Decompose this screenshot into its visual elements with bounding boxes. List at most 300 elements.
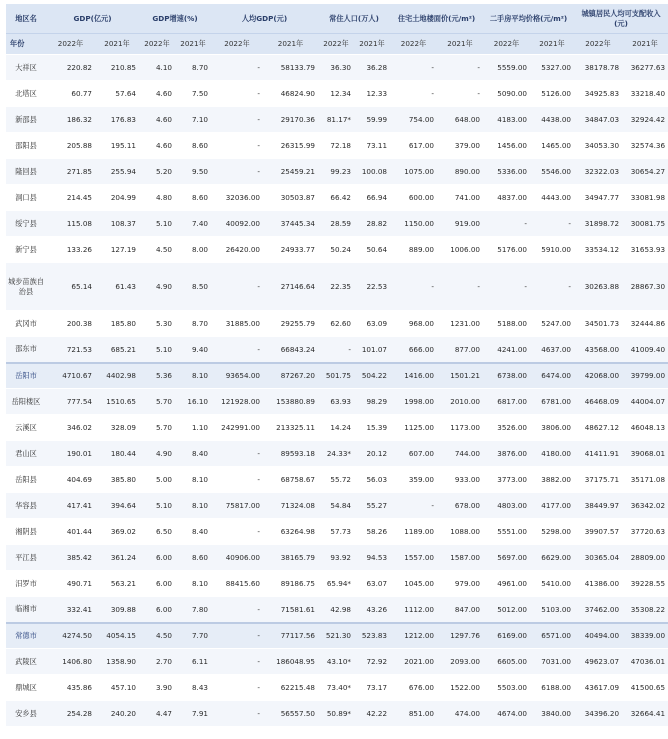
table-row	[6, 55, 668, 81]
value-cell: 3840.00	[530, 701, 574, 727]
header-year: 2021年	[175, 34, 211, 55]
value-cell: 40494.00	[574, 623, 622, 649]
value-cell: 4177.00	[530, 493, 574, 519]
value-cell: 5.70	[139, 389, 175, 415]
value-cell: 8.10	[175, 571, 211, 597]
table-row	[6, 571, 668, 597]
value-cell: 89593.18	[263, 441, 318, 467]
region-name-cell: 邵东市	[6, 337, 46, 363]
value-cell: 1173.00	[437, 415, 483, 441]
region-name-cell: 汨罗市	[6, 571, 46, 597]
value-cell: 5.30	[139, 311, 175, 337]
value-cell: 50.89*	[318, 701, 354, 727]
value-cell: 361.24	[95, 545, 139, 571]
value-cell: 1406.80	[46, 649, 95, 675]
city-summary-row	[6, 623, 668, 649]
value-cell: 1297.76	[437, 623, 483, 649]
region-name-cell: 绥宁县	[6, 211, 46, 237]
value-cell: 5.10	[139, 493, 175, 519]
value-cell: 28809.00	[622, 545, 668, 571]
value-cell: 36.30	[318, 55, 354, 81]
value-cell: 4.60	[139, 107, 175, 133]
value-cell: 979.00	[437, 571, 483, 597]
value-cell: 676.00	[390, 675, 437, 701]
value-cell: 5910.00	[530, 237, 574, 263]
header-year: 2021年	[263, 34, 318, 55]
header-year: 2022年	[211, 34, 263, 55]
value-cell: 474.00	[437, 701, 483, 727]
value-cell: 12.33	[354, 81, 390, 107]
value-cell: 1231.00	[437, 311, 483, 337]
value-cell: 36.28	[354, 55, 390, 81]
header-year-label: 年份	[6, 34, 46, 55]
value-cell: 38449.97	[574, 493, 622, 519]
value-cell: 24933.77	[263, 237, 318, 263]
value-cell: 77117.56	[263, 623, 318, 649]
header-population: 常住人口(万人)	[318, 4, 390, 34]
value-cell: 34053.30	[574, 133, 622, 159]
region-name-cell: 北塔区	[6, 81, 46, 107]
region-name-cell: 岳阳县	[6, 467, 46, 493]
value-cell: 242991.00	[211, 415, 263, 441]
value-cell: 42068.00	[574, 363, 622, 389]
value-cell: 8.40	[175, 519, 211, 545]
value-cell: 1358.90	[95, 649, 139, 675]
value-cell: 43568.00	[574, 337, 622, 363]
value-cell: 42.98	[318, 597, 354, 623]
value-cell: 28867.30	[622, 263, 668, 311]
value-cell: 220.82	[46, 55, 95, 81]
header-gdp-per-capita: 人均GDP(元)	[211, 4, 318, 34]
value-cell: 3806.00	[530, 415, 574, 441]
value-cell: 5126.00	[530, 81, 574, 107]
value-cell: 5.10	[139, 337, 175, 363]
value-cell: 4.47	[139, 701, 175, 727]
value-cell: 255.94	[95, 159, 139, 185]
value-cell: 523.83	[354, 623, 390, 649]
value-cell: 890.00	[437, 159, 483, 185]
value-cell: 8.43	[175, 675, 211, 701]
value-cell: -	[437, 55, 483, 81]
value-cell: 2093.00	[437, 649, 483, 675]
value-cell: 4402.98	[95, 363, 139, 389]
value-cell: 41386.00	[574, 571, 622, 597]
header-year: 2021年	[95, 34, 139, 55]
value-cell: 1416.00	[390, 363, 437, 389]
value-cell: 32924.42	[622, 107, 668, 133]
value-cell: 55.27	[354, 493, 390, 519]
value-cell: 93654.00	[211, 363, 263, 389]
value-cell: 12.34	[318, 81, 354, 107]
value-cell: 8.10	[175, 493, 211, 519]
value-cell: 34847.03	[574, 107, 622, 133]
header-gdp-growth: GDP增速(%)	[139, 4, 211, 34]
value-cell: 40092.00	[211, 211, 263, 237]
value-cell: 6571.00	[530, 623, 574, 649]
value-cell: 62.60	[318, 311, 354, 337]
region-name-cell: 湘阴县	[6, 519, 46, 545]
value-cell: 607.00	[390, 441, 437, 467]
header-year: 2022年	[139, 34, 175, 55]
value-cell: 43.10*	[318, 649, 354, 675]
table-row	[6, 185, 668, 211]
value-cell: 180.44	[95, 441, 139, 467]
value-cell: 5176.00	[483, 237, 530, 263]
value-cell: 4.60	[139, 81, 175, 107]
value-cell: 94.53	[354, 545, 390, 571]
value-cell: 73.11	[354, 133, 390, 159]
value-cell: 22.53	[354, 263, 390, 311]
value-cell: 271.85	[46, 159, 95, 185]
value-cell: 63.09	[354, 311, 390, 337]
value-cell: 39228.55	[622, 571, 668, 597]
value-cell: 99.23	[318, 159, 354, 185]
value-cell: 754.00	[390, 107, 437, 133]
value-cell: 379.00	[437, 133, 483, 159]
value-cell: 417.41	[46, 493, 95, 519]
value-cell: -	[390, 493, 437, 519]
header-year: 2021年	[530, 34, 574, 55]
value-cell: 1006.00	[437, 237, 483, 263]
value-cell: 39068.01	[622, 441, 668, 467]
value-cell: 741.00	[437, 185, 483, 211]
table-row	[6, 675, 668, 701]
value-cell: 26315.99	[263, 133, 318, 159]
value-cell: 35171.08	[622, 467, 668, 493]
header-land-price: 住宅土地楼面价(元/m²)	[390, 4, 483, 34]
value-cell: 4180.00	[530, 441, 574, 467]
region-name-cell: 安乡县	[6, 701, 46, 727]
value-cell: 56.03	[354, 467, 390, 493]
value-cell: 8.10	[175, 467, 211, 493]
region-name-cell: 常德市	[6, 623, 46, 649]
table-row	[6, 81, 668, 107]
value-cell: 1212.00	[390, 623, 437, 649]
value-cell: 8.60	[175, 545, 211, 571]
value-cell: 61.43	[95, 263, 139, 311]
table-row	[6, 263, 668, 311]
value-cell: 30654.27	[622, 159, 668, 185]
value-cell: 5.20	[139, 159, 175, 185]
region-name-cell: 岳阳楼区	[6, 389, 46, 415]
value-cell: 62215.48	[263, 675, 318, 701]
value-cell: 100.08	[354, 159, 390, 185]
value-cell: 22.35	[318, 263, 354, 311]
value-cell: 369.02	[95, 519, 139, 545]
value-cell: 4.10	[139, 55, 175, 81]
value-cell: 6169.00	[483, 623, 530, 649]
value-cell: 133.26	[46, 237, 95, 263]
value-cell: 56557.50	[263, 701, 318, 727]
value-cell: 66843.24	[263, 337, 318, 363]
value-cell: -	[211, 623, 263, 649]
value-cell: 176.83	[95, 107, 139, 133]
value-cell: 32444.86	[622, 311, 668, 337]
value-cell: 4837.00	[483, 185, 530, 211]
value-cell: 6738.00	[483, 363, 530, 389]
value-cell: 1465.00	[530, 133, 574, 159]
value-cell: -	[437, 263, 483, 311]
value-cell: 4.60	[139, 133, 175, 159]
value-cell: 777.54	[46, 389, 95, 415]
value-cell: 36342.02	[622, 493, 668, 519]
region-name-cell: 新宁县	[6, 237, 46, 263]
value-cell: 648.00	[437, 107, 483, 133]
value-cell: 5546.00	[530, 159, 574, 185]
value-cell: 8.70	[175, 311, 211, 337]
value-cell: 38165.79	[263, 545, 318, 571]
value-cell: 617.00	[390, 133, 437, 159]
value-cell: 7031.00	[530, 649, 574, 675]
value-cell: 328.09	[95, 415, 139, 441]
value-cell: 46824.90	[263, 81, 318, 107]
table-row	[6, 133, 668, 159]
region-name-cell: 隆回县	[6, 159, 46, 185]
value-cell: 4.50	[139, 623, 175, 649]
region-name-cell: 华容县	[6, 493, 46, 519]
value-cell: 81.17*	[318, 107, 354, 133]
region-name-cell: 君山区	[6, 441, 46, 467]
value-cell: 4803.00	[483, 493, 530, 519]
table-body	[6, 55, 668, 727]
value-cell: -	[211, 675, 263, 701]
value-cell: 877.00	[437, 337, 483, 363]
value-cell: 6.11	[175, 649, 211, 675]
value-cell: 73.40*	[318, 675, 354, 701]
value-cell: -	[211, 263, 263, 311]
value-cell: 933.00	[437, 467, 483, 493]
value-cell: 73.17	[354, 675, 390, 701]
value-cell: 254.28	[46, 701, 95, 727]
value-cell: 6605.00	[483, 649, 530, 675]
value-cell: 1587.00	[437, 545, 483, 571]
value-cell: 34925.83	[574, 81, 622, 107]
value-cell: 359.00	[390, 467, 437, 493]
value-cell: 30263.88	[574, 263, 622, 311]
value-cell: 5697.00	[483, 545, 530, 571]
value-cell: 8.00	[175, 237, 211, 263]
value-cell: 186048.95	[263, 649, 318, 675]
value-cell: 34501.73	[574, 311, 622, 337]
value-cell: 6.00	[139, 597, 175, 623]
table-row	[6, 467, 668, 493]
value-cell: 4241.00	[483, 337, 530, 363]
value-cell: 8.40	[175, 441, 211, 467]
value-cell: 153880.89	[263, 389, 318, 415]
value-cell: 401.44	[46, 519, 95, 545]
value-cell: 7.10	[175, 107, 211, 133]
value-cell: 34947.77	[574, 185, 622, 211]
value-cell: 404.69	[46, 467, 95, 493]
value-cell: 46048.13	[622, 415, 668, 441]
value-cell: 1557.00	[390, 545, 437, 571]
value-cell: 185.80	[95, 311, 139, 337]
value-cell: 38178.78	[574, 55, 622, 81]
value-cell: 33534.12	[574, 237, 622, 263]
value-cell: 8.60	[175, 185, 211, 211]
value-cell: 1456.00	[483, 133, 530, 159]
value-cell: 38339.00	[622, 623, 668, 649]
value-cell: 66.42	[318, 185, 354, 211]
region-name-cell: 新邵县	[6, 107, 46, 133]
value-cell: 1150.00	[390, 211, 437, 237]
value-cell: 6629.00	[530, 545, 574, 571]
region-name-cell: 洞口县	[6, 185, 46, 211]
value-cell: -	[211, 81, 263, 107]
value-cell: 75817.00	[211, 493, 263, 519]
value-cell: 8.60	[175, 133, 211, 159]
value-cell: 28.82	[354, 211, 390, 237]
value-cell: 9.50	[175, 159, 211, 185]
value-cell: 1045.00	[390, 571, 437, 597]
value-cell: -	[211, 467, 263, 493]
value-cell: 65.14	[46, 263, 95, 311]
value-cell: 457.10	[95, 675, 139, 701]
value-cell: 47036.01	[622, 649, 668, 675]
value-cell: 2021.00	[390, 649, 437, 675]
value-cell: 32322.03	[574, 159, 622, 185]
value-cell: 66.94	[354, 185, 390, 211]
value-cell: 186.32	[46, 107, 95, 133]
value-cell: -	[390, 81, 437, 107]
table-row	[6, 545, 668, 571]
table-row	[6, 389, 668, 415]
economic-data-table	[6, 4, 668, 727]
value-cell: 31653.93	[622, 237, 668, 263]
header-year: 2022年	[574, 34, 622, 55]
value-cell: 57.73	[318, 519, 354, 545]
value-cell: 39799.00	[622, 363, 668, 389]
value-cell: 15.39	[354, 415, 390, 441]
value-cell: 563.21	[95, 571, 139, 597]
value-cell: 435.86	[46, 675, 95, 701]
value-cell: -	[211, 701, 263, 727]
value-cell: 88415.60	[211, 571, 263, 597]
value-cell: 50.24	[318, 237, 354, 263]
value-cell: 63.93	[318, 389, 354, 415]
value-cell: 49623.07	[574, 649, 622, 675]
value-cell: 35308.22	[622, 597, 668, 623]
value-cell: 5012.00	[483, 597, 530, 623]
value-cell: 4.90	[139, 263, 175, 311]
table-row	[6, 701, 668, 727]
value-cell: 33218.40	[622, 81, 668, 107]
value-cell: 71324.08	[263, 493, 318, 519]
value-cell: 1088.00	[437, 519, 483, 545]
value-cell: 72.92	[354, 649, 390, 675]
value-cell: 127.19	[95, 237, 139, 263]
value-cell: 36277.63	[622, 55, 668, 81]
value-cell: 101.07	[354, 337, 390, 363]
value-cell: 4054.15	[95, 623, 139, 649]
value-cell: -	[211, 337, 263, 363]
table-row	[6, 493, 668, 519]
value-cell: 68758.67	[263, 467, 318, 493]
header-row-groups	[6, 4, 668, 34]
value-cell: -	[211, 133, 263, 159]
value-cell: -	[211, 159, 263, 185]
value-cell: 1075.00	[390, 159, 437, 185]
value-cell: 5090.00	[483, 81, 530, 107]
value-cell: 58.26	[354, 519, 390, 545]
value-cell: 59.99	[354, 107, 390, 133]
value-cell: 30081.75	[622, 211, 668, 237]
value-cell: 29255.79	[263, 311, 318, 337]
value-cell: 385.42	[46, 545, 95, 571]
table-row	[6, 159, 668, 185]
table-row	[6, 415, 668, 441]
value-cell: 889.00	[390, 237, 437, 263]
value-cell: 521.30	[318, 623, 354, 649]
value-cell: 3773.00	[483, 467, 530, 493]
value-cell: 27146.64	[263, 263, 318, 311]
value-cell: 9.40	[175, 337, 211, 363]
value-cell: 332.41	[46, 597, 95, 623]
value-cell: 678.00	[437, 493, 483, 519]
region-name-cell: 武陵区	[6, 649, 46, 675]
table-row	[6, 237, 668, 263]
value-cell: 28.59	[318, 211, 354, 237]
value-cell: 37720.63	[622, 519, 668, 545]
value-cell: 6.00	[139, 571, 175, 597]
header-year: 2022年	[390, 34, 437, 55]
value-cell: 108.37	[95, 211, 139, 237]
value-cell: 1522.00	[437, 675, 483, 701]
value-cell: 31885.00	[211, 311, 263, 337]
header-year: 2021年	[354, 34, 390, 55]
value-cell: 8.70	[175, 55, 211, 81]
value-cell: 204.99	[95, 185, 139, 211]
value-cell: 5.36	[139, 363, 175, 389]
value-cell: 968.00	[390, 311, 437, 337]
value-cell: 666.00	[390, 337, 437, 363]
value-cell: 6817.00	[483, 389, 530, 415]
table-row	[6, 519, 668, 545]
value-cell: 6781.00	[530, 389, 574, 415]
value-cell: -	[530, 263, 574, 311]
value-cell: 394.64	[95, 493, 139, 519]
value-cell: 60.77	[46, 81, 95, 107]
region-name-cell: 武冈市	[6, 311, 46, 337]
value-cell: 43.26	[354, 597, 390, 623]
region-name-cell: 临湘市	[6, 597, 46, 623]
value-cell: 46468.09	[574, 389, 622, 415]
value-cell: 5188.00	[483, 311, 530, 337]
value-cell: 5336.00	[483, 159, 530, 185]
value-cell: 20.12	[354, 441, 390, 467]
header-region: 地区名	[6, 4, 46, 34]
header-house-price: 二手房平均价格(元/m²)	[483, 4, 574, 34]
value-cell: -	[211, 107, 263, 133]
value-cell: 1189.00	[390, 519, 437, 545]
header-year: 2022年	[46, 34, 95, 55]
value-cell: -	[211, 441, 263, 467]
value-cell: -	[530, 211, 574, 237]
value-cell: 5.10	[139, 211, 175, 237]
table-row	[6, 337, 668, 363]
value-cell: 744.00	[437, 441, 483, 467]
value-cell: 58133.79	[263, 55, 318, 81]
value-cell: 5559.00	[483, 55, 530, 81]
value-cell: 37175.71	[574, 467, 622, 493]
value-cell: 851.00	[390, 701, 437, 727]
value-cell: 65.94*	[318, 571, 354, 597]
value-cell: 240.20	[95, 701, 139, 727]
value-cell: 32574.36	[622, 133, 668, 159]
value-cell: 48627.12	[574, 415, 622, 441]
value-cell: 6.50	[139, 519, 175, 545]
value-cell: 385.80	[95, 467, 139, 493]
